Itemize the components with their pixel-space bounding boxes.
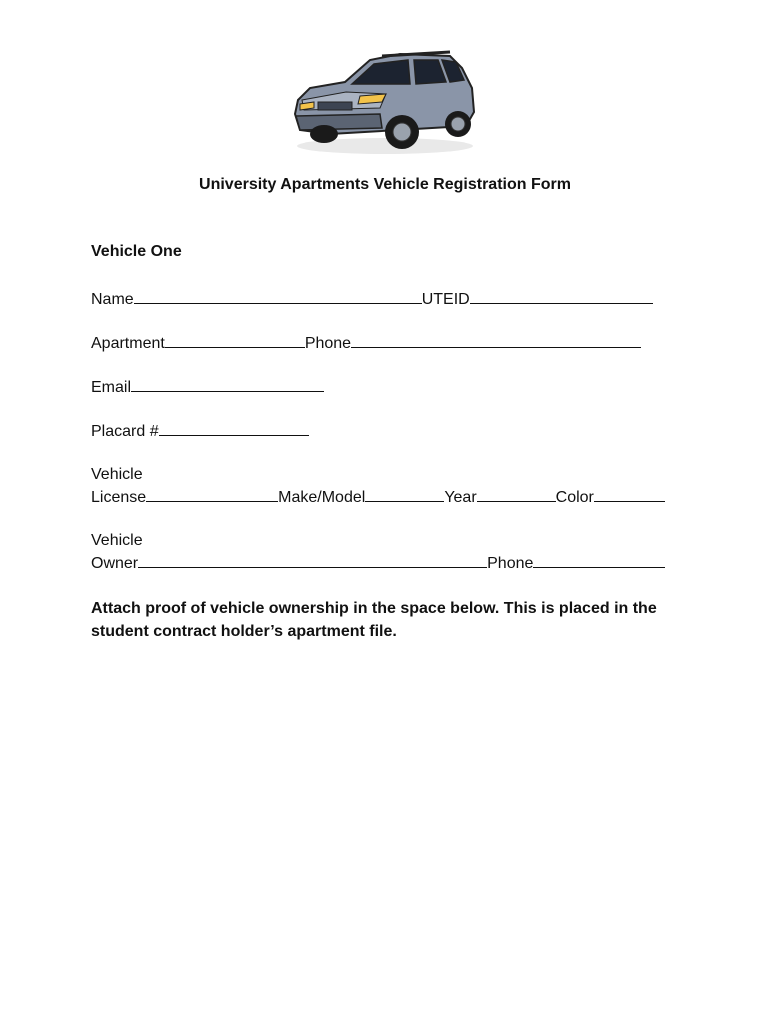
make-model-label: Make/Model	[278, 489, 366, 506]
email-field[interactable]	[131, 376, 324, 392]
car-icon	[290, 48, 480, 158]
uteid-label: UTEID	[421, 291, 470, 308]
apartment-label: Apartment	[91, 335, 165, 352]
owner-row	[91, 530, 665, 575]
apartment-row	[91, 332, 641, 354]
owner-phone-field[interactable]	[533, 552, 665, 568]
placard-row	[91, 420, 309, 442]
color-label: Color	[555, 489, 594, 506]
section-heading: Vehicle One	[91, 243, 182, 260]
email-row	[91, 376, 324, 398]
name-row	[91, 288, 653, 310]
owner-phone-label: Phone	[487, 555, 534, 572]
apartment-field[interactable]	[165, 332, 305, 348]
name-field[interactable]	[134, 288, 422, 304]
name-label: Name	[91, 291, 134, 308]
placard-field[interactable]	[159, 420, 309, 436]
phone-label: Phone	[304, 335, 352, 352]
email-label: Email	[91, 379, 132, 396]
uteid-field[interactable]	[470, 288, 653, 304]
year-field[interactable]	[477, 486, 556, 502]
vehicle-details-row	[91, 464, 665, 509]
placard-label: Placard #	[91, 423, 159, 440]
page-title: University Apartments Vehicle Registration Form	[199, 176, 571, 193]
ownership-notice: Attach proof of vehicle ownership in the space below. This is placed in the student contract holder’s apartment file.	[91, 600, 657, 640]
license-label: License	[91, 489, 147, 506]
phone-field[interactable]	[351, 332, 641, 348]
owner-field[interactable]	[138, 552, 487, 568]
vehicle-label: Vehicle	[91, 466, 143, 483]
make-model-field[interactable]	[365, 486, 444, 502]
owner-label: Owner	[91, 555, 139, 572]
year-label: Year	[444, 489, 477, 506]
vehicle-label-2: Vehicle	[91, 532, 143, 549]
license-field[interactable]	[146, 486, 278, 502]
color-field[interactable]	[594, 486, 665, 502]
